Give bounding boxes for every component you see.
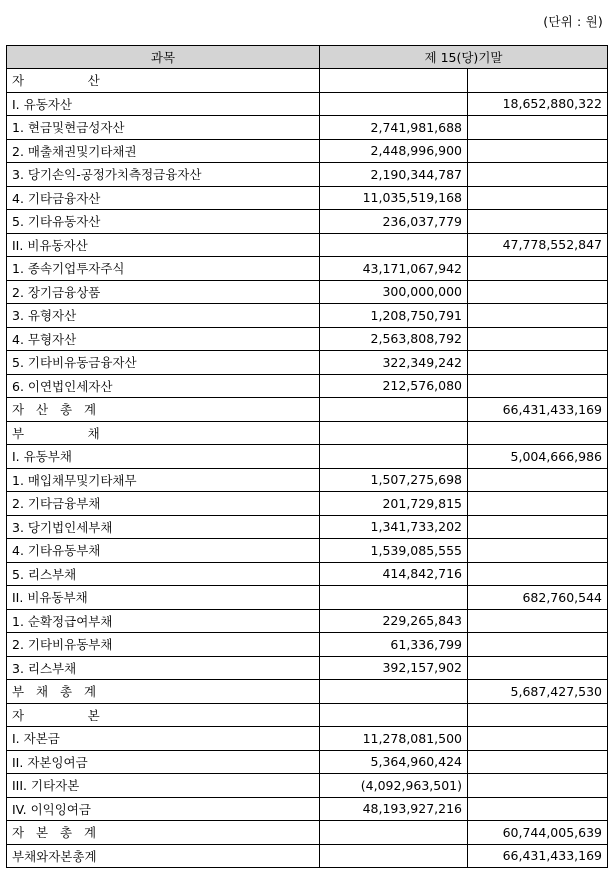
sub-amount: 1,507,275,698 bbox=[320, 468, 468, 492]
account-label: 부채와자본총계 bbox=[7, 844, 320, 868]
sub-amount bbox=[320, 92, 468, 116]
account-label: 4. 무형자산 bbox=[7, 327, 320, 351]
total-amount bbox=[468, 139, 608, 163]
account-label: 자 산 bbox=[7, 69, 320, 93]
account-label: 2. 기타비유동부채 bbox=[7, 633, 320, 657]
table-row bbox=[7, 586, 608, 610]
sub-amount: 392,157,902 bbox=[320, 656, 468, 680]
total-amount: 47,778,552,847 bbox=[468, 233, 608, 257]
table-row bbox=[7, 139, 608, 163]
account-label: 자 본 bbox=[7, 703, 320, 727]
sub-amount bbox=[320, 703, 468, 727]
account-label: 2. 장기금융상품 bbox=[7, 280, 320, 304]
total-amount bbox=[468, 609, 608, 633]
account-label: 부 채 총 계 bbox=[7, 680, 320, 704]
sub-amount: 212,576,080 bbox=[320, 374, 468, 398]
sub-amount bbox=[320, 69, 468, 93]
account-label: I. 유동자산 bbox=[7, 92, 320, 116]
account-label: 3. 당기손익-공정가치측정금융자산 bbox=[7, 163, 320, 187]
account-label: 자 산 총 계 bbox=[7, 398, 320, 422]
account-label: 1. 종속기업투자주식 bbox=[7, 257, 320, 281]
table-row bbox=[7, 539, 608, 563]
table-header-row bbox=[7, 46, 608, 69]
table-row bbox=[7, 445, 608, 469]
total-amount: 18,652,880,322 bbox=[468, 92, 608, 116]
sub-amount bbox=[320, 680, 468, 704]
sub-amount: 11,035,519,168 bbox=[320, 186, 468, 210]
total-amount bbox=[468, 797, 608, 821]
table-row bbox=[7, 515, 608, 539]
sub-amount: 2,741,981,688 bbox=[320, 116, 468, 140]
table-row bbox=[7, 727, 608, 751]
total-amount: 5,004,666,986 bbox=[468, 445, 608, 469]
total-amount: 60,744,005,639 bbox=[468, 821, 608, 845]
sub-amount: 1,341,733,202 bbox=[320, 515, 468, 539]
table-row bbox=[7, 233, 608, 257]
table-row bbox=[7, 327, 608, 351]
balance-sheet-table bbox=[6, 45, 608, 868]
sub-amount: 236,037,779 bbox=[320, 210, 468, 234]
sub-amount: 2,190,344,787 bbox=[320, 163, 468, 187]
total-amount bbox=[468, 515, 608, 539]
table-row bbox=[7, 374, 608, 398]
total-amount: 66,431,433,169 bbox=[468, 398, 608, 422]
total-amount bbox=[468, 374, 608, 398]
total-amount: 5,687,427,530 bbox=[468, 680, 608, 704]
sub-amount: 2,448,996,900 bbox=[320, 139, 468, 163]
table-row bbox=[7, 750, 608, 774]
account-label: II. 비유동부채 bbox=[7, 586, 320, 610]
sub-amount: 322,349,242 bbox=[320, 351, 468, 375]
period-header: 제 15(당)기말 bbox=[320, 46, 608, 69]
total-amount bbox=[468, 257, 608, 281]
sub-amount: 300,000,000 bbox=[320, 280, 468, 304]
total-amount: 682,760,544 bbox=[468, 586, 608, 610]
account-label: 4. 기타유동부채 bbox=[7, 539, 320, 563]
account-label: 자 본 총 계 bbox=[7, 821, 320, 845]
table-row bbox=[7, 421, 608, 445]
table-row bbox=[7, 351, 608, 375]
total-amount bbox=[468, 327, 608, 351]
table-row bbox=[7, 844, 608, 868]
account-label: III. 기타자본 bbox=[7, 774, 320, 798]
account-label: 4. 기타금융자산 bbox=[7, 186, 320, 210]
table-row bbox=[7, 304, 608, 328]
sub-amount bbox=[320, 445, 468, 469]
sub-amount: 1,208,750,791 bbox=[320, 304, 468, 328]
table-row bbox=[7, 703, 608, 727]
sub-amount: 2,563,808,792 bbox=[320, 327, 468, 351]
sub-amount: 43,171,067,942 bbox=[320, 257, 468, 281]
sub-amount: 1,539,085,555 bbox=[320, 539, 468, 563]
total-amount bbox=[468, 492, 608, 516]
table-row bbox=[7, 797, 608, 821]
account-label: 3. 당기법인세부채 bbox=[7, 515, 320, 539]
sub-amount bbox=[320, 844, 468, 868]
sub-amount bbox=[320, 233, 468, 257]
total-amount: 66,431,433,169 bbox=[468, 844, 608, 868]
total-amount bbox=[468, 750, 608, 774]
sub-amount: 5,364,960,424 bbox=[320, 750, 468, 774]
total-amount bbox=[468, 280, 608, 304]
sub-amount bbox=[320, 421, 468, 445]
total-amount bbox=[468, 539, 608, 563]
account-label: II. 비유동자산 bbox=[7, 233, 320, 257]
total-amount bbox=[468, 727, 608, 751]
sub-amount bbox=[320, 821, 468, 845]
account-label: 2. 기타금융부채 bbox=[7, 492, 320, 516]
table-row bbox=[7, 821, 608, 845]
table-row bbox=[7, 210, 608, 234]
account-label: 1. 순확정급여부채 bbox=[7, 609, 320, 633]
account-label: 5. 기타비유동금융자산 bbox=[7, 351, 320, 375]
table-row bbox=[7, 633, 608, 657]
unit-label: (단위 : 원) bbox=[543, 14, 603, 29]
table-row bbox=[7, 398, 608, 422]
account-label: 5. 기타유동자산 bbox=[7, 210, 320, 234]
table-row bbox=[7, 163, 608, 187]
total-amount bbox=[468, 210, 608, 234]
sub-amount bbox=[320, 398, 468, 422]
account-label: 5. 리스부채 bbox=[7, 562, 320, 586]
sub-amount: 48,193,927,216 bbox=[320, 797, 468, 821]
total-amount bbox=[468, 163, 608, 187]
sub-amount: 201,729,815 bbox=[320, 492, 468, 516]
table-row bbox=[7, 656, 608, 680]
table-row bbox=[7, 562, 608, 586]
account-header: 과목 bbox=[7, 46, 320, 69]
table-row bbox=[7, 774, 608, 798]
table-body bbox=[7, 69, 608, 868]
table-row bbox=[7, 92, 608, 116]
account-label: I. 자본금 bbox=[7, 727, 320, 751]
table-row bbox=[7, 280, 608, 304]
account-label: 3. 유형자산 bbox=[7, 304, 320, 328]
sub-amount: 11,278,081,500 bbox=[320, 727, 468, 751]
total-amount bbox=[468, 186, 608, 210]
total-amount bbox=[468, 633, 608, 657]
sub-amount: (4,092,963,501) bbox=[320, 774, 468, 798]
sub-amount: 414,842,716 bbox=[320, 562, 468, 586]
total-amount bbox=[468, 468, 608, 492]
sub-amount bbox=[320, 586, 468, 610]
total-amount bbox=[468, 656, 608, 680]
total-amount bbox=[468, 562, 608, 586]
total-amount bbox=[468, 421, 608, 445]
table-row bbox=[7, 492, 608, 516]
account-label: 3. 리스부채 bbox=[7, 656, 320, 680]
account-label: 6. 이연법인세자산 bbox=[7, 374, 320, 398]
account-label: IV. 이익잉여금 bbox=[7, 797, 320, 821]
account-label: 1. 현금및현금성자산 bbox=[7, 116, 320, 140]
total-amount bbox=[468, 69, 608, 93]
table-row bbox=[7, 116, 608, 140]
total-amount bbox=[468, 351, 608, 375]
table-row bbox=[7, 609, 608, 633]
sub-amount: 229,265,843 bbox=[320, 609, 468, 633]
account-label: 2. 매출채권및기타채권 bbox=[7, 139, 320, 163]
table-row bbox=[7, 257, 608, 281]
table-row bbox=[7, 680, 608, 704]
total-amount bbox=[468, 304, 608, 328]
total-amount bbox=[468, 774, 608, 798]
table-row bbox=[7, 186, 608, 210]
account-label: I. 유동부채 bbox=[7, 445, 320, 469]
account-label: II. 자본잉여금 bbox=[7, 750, 320, 774]
total-amount bbox=[468, 116, 608, 140]
table-row bbox=[7, 69, 608, 93]
sub-amount: 61,336,799 bbox=[320, 633, 468, 657]
table-row bbox=[7, 468, 608, 492]
total-amount bbox=[468, 703, 608, 727]
account-label: 부 채 bbox=[7, 421, 320, 445]
account-label: 1. 매입채무및기타채무 bbox=[7, 468, 320, 492]
